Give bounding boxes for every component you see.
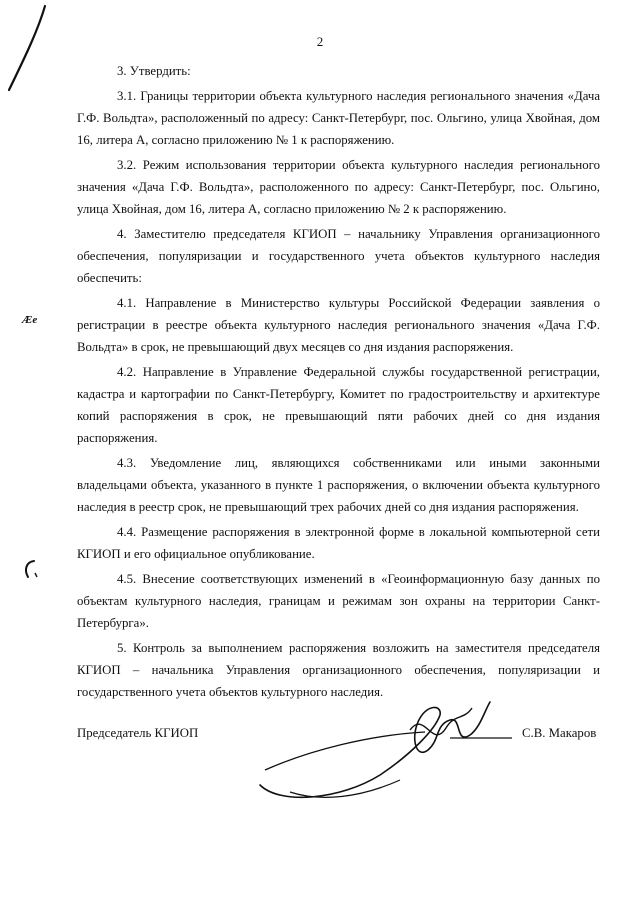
document-body — [77, 60, 600, 706]
handwritten-signature — [250, 690, 520, 810]
paragraph-3-2: 3.2. Режим использования территории объекта культурного наследия регионального значения «Дача Г.Ф. Вольдта», расположенного по адресу: Санкт-Петербург, пос. Ольгино, улица Хвойная, дом 16, литера А, согласно приложению № 2 к распоряжению. — [77, 158, 600, 216]
paragraph-3-1: 3.1. Границы территории объекта культурного наследия регионального значения «Дача Г.Ф. Вольдта», расположенный по адресу: Санкт-Петербург, пос. Ольгино, улица Хвойная, дом 16, литера А, согласно приложению № 1 к распоряжению. — [77, 89, 600, 147]
paragraph-4-5: 4.5. Внесение соответствующих изменений в «Геоинформационную базу данных по объектам культурного наследия, границам и режимам зон охраны на территории Санкт-Петербурга». — [77, 572, 600, 630]
signatory-name: С.В. Макаров — [522, 726, 597, 740]
paragraph-4-3: 4.3. Уведомление лиц, являющихся собственниками или иными законными владельцами объекта, указанного в пункте 1 распоряжения, о включении объекта культурного наследия в реестр срок, не превышающий трех рабочих дней со дня издания распоряжения. — [77, 456, 600, 514]
paragraph-4-4: 4.4. Размещение распоряжения в электронной форме в локальной компьютерной сети КГИОП и его официальное опубликование. — [77, 525, 600, 561]
paragraph-4-2: 4.2. Направление в Управление Федеральной службы государственной регистрации, кадастра и картографии по Санкт-Петербургу, Комитет по градостроительству и архитектуре копий распоряжения в срок, не превышающий пяти рабочих дней со дня издания распоряжения. — [77, 365, 600, 445]
margin-stroke-mark — [0, 0, 60, 100]
signatory-title: Председатель КГИОП — [77, 726, 199, 740]
paragraph-4: 4. Заместителю председателя КГИОП – начальнику Управления организационного обеспечения, популяризации и государственного учета объектов культурного наследия обеспечить: — [77, 227, 600, 285]
margin-stamp-mark: Æe — [22, 314, 38, 326]
paragraph-3: 3. Утвердить: — [117, 64, 191, 78]
page-number: 2 — [316, 34, 324, 49]
margin-hook-mark — [22, 558, 42, 582]
paragraph-5: 5. Контроль за выполнением распоряжения возложить на заместителя председателя КГИОП – начальника Управления организационного обеспечения, популяризации и государственного учета объектов культурного наследия. — [77, 641, 600, 699]
paragraph-4-1: 4.1. Направление в Министерство культуры Российской Федерации заявления о регистрации в реестре объекта культурного наследия регионального значения «Дача Г.Ф. Вольдта» в срок, не превышающий двух месяцев со дня издания распоряжения. — [77, 296, 600, 354]
